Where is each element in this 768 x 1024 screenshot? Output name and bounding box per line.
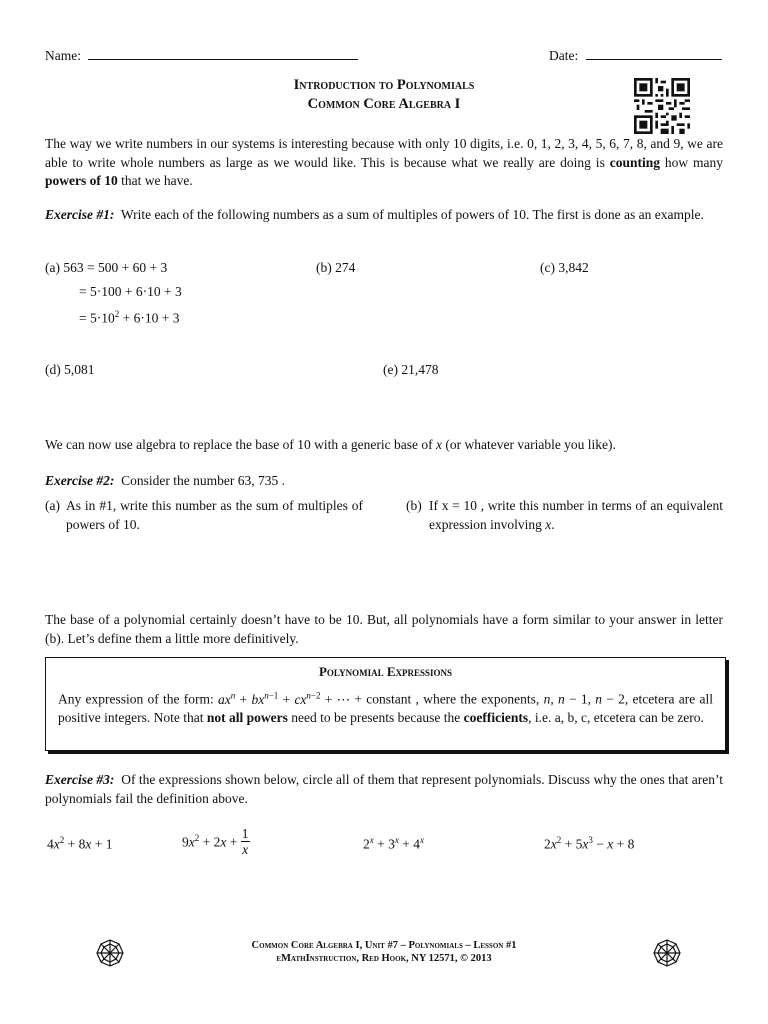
exercise2-b-text-1: If x = 10 , write this number in terms of an equivalent expression involving <box>429 498 723 532</box>
def-text-1: Any expression of the form: <box>58 691 219 707</box>
def-text-3: , etcetera are all positive integers. Note that <box>58 691 714 725</box>
definition-box <box>45 657 726 751</box>
transition-text-2: (or whatever variable you like). <box>442 437 616 452</box>
def-exponents: n, n − 1, n − 2 <box>543 691 625 707</box>
exercise2-a <box>45 497 363 534</box>
transition-var: x <box>436 437 442 452</box>
transition-paragraph <box>45 436 723 455</box>
definition-box-title: Polynomial Expressions <box>318 664 453 679</box>
exercise1-a-line2: = 5·100 + 6·10 + 3 <box>79 284 182 299</box>
exercise1-b: (b) 274 <box>316 260 356 275</box>
right-logo-icon <box>653 939 681 967</box>
def-formula: $ax^n + bx^{n-1} + cx^{n-2}$ + ⋯ <box>218 690 351 707</box>
footer-line1: Common Core Algebra I, Unit #7 – Polynomials – Lesson #1 <box>251 940 517 951</box>
expression-4[interactable]: $2x^2 + 5x^3 - x + 8$ <box>544 835 635 852</box>
a-line3-base: = 5·10 <box>79 310 115 326</box>
exercise3-label: Exercise #3: <box>45 772 115 787</box>
intro-bold-counting: counting <box>609 154 660 170</box>
def-text-5: , i.e. a, b, c, etcetera can be zero. <box>528 710 704 725</box>
def-text-2: + constant , where the exponents, <box>350 691 544 707</box>
intro-paragraph <box>45 135 723 191</box>
expression-3[interactable]: $2^x + 3^x + 4^x$ <box>363 835 424 852</box>
exercise1-label: Exercise #1: <box>45 207 115 222</box>
qr-code <box>634 78 690 134</box>
def-bold-coefficients: coefficients <box>463 710 529 725</box>
exercise2-a-label: (a) <box>45 498 60 513</box>
exercise2-b-text <box>429 497 723 534</box>
expression-2[interactable]: $9x^2 + 2x$ + $\frac{1}{x}$ <box>182 826 249 857</box>
exercise1-d: (d) 5,081 <box>45 362 95 377</box>
name-field[interactable] <box>45 47 358 64</box>
exercise1-text: Write each of the following numbers as a sum of multiples of powers of 10. The first is done as an example. <box>120 207 704 222</box>
transition-text-1: We can now use algebra to replace the base of 10 with a generic base of <box>45 437 436 452</box>
exercise2-b-var: x <box>545 516 552 532</box>
page-title: Introduction to Polynomials <box>293 77 475 93</box>
exercise3-prompt <box>45 771 723 808</box>
exercise2-b <box>406 497 723 534</box>
page-subtitle: Common Core Algebra I <box>307 96 461 112</box>
exercise1-prompt <box>45 206 723 225</box>
exercise1-e: (e) 21,478 <box>383 362 439 377</box>
definition-box-body <box>46 680 725 728</box>
name-label: Name: <box>45 48 81 63</box>
date-field[interactable] <box>549 47 722 64</box>
exercise3-text: Of the expressions shown below, circle all of them that represent polynomials. Discuss why the ones that aren’t polynomials fail the definition above. <box>45 772 724 806</box>
exercise1-a-line1: (a) 563 = 500 + 60 + 3 <box>45 260 168 275</box>
name-blank-line <box>88 47 358 60</box>
date-blank-line <box>586 47 722 60</box>
def-bold-not-all-powers: not all powers <box>206 710 288 725</box>
exercise2-prompt <box>45 472 723 491</box>
intro-text-2: how many <box>659 154 723 170</box>
a-line3-rest: + 6·10 + 3 <box>119 310 180 326</box>
exercise2-label: Exercise #2: <box>45 473 115 488</box>
intro-text-3: that we have. <box>117 173 193 188</box>
def-text-4: need to be presents because the <box>287 710 464 725</box>
exercise2-b-text-2: . <box>551 516 555 532</box>
expression-1[interactable]: $4x^2 + 8x + 1$ <box>47 835 113 852</box>
definition-intro: The base of a polynomial certainly doesn’t have to be 10. But, all polynomials have a form similar to your answer in letter (b). Let’s define them a little more definitively. <box>45 612 723 646</box>
date-label: Date: <box>549 48 579 63</box>
intro-text-1: The way we write numbers in our systems is interesting because with only 10 digits, i.e. 0, 1, 2, 3, 4, 5, 6, 7, 8, and 9, we are able to write whole numbers as large as we would like. This is because what we really are doing is <box>45 136 723 170</box>
exercise2-text: Consider the number 63, 735 . <box>121 473 285 488</box>
exercise2-a-text: As in #1, write this number as the sum of multiples of powers of 10. <box>66 498 363 532</box>
footer-line2: eMathInstruction, Red Hook, NY 12571, © 2013 <box>276 953 492 964</box>
intro-bold-powers: powers of 10 <box>45 173 118 188</box>
exercise1-a-line3 <box>79 309 179 327</box>
exercise1-c: (c) 3,842 <box>540 260 589 275</box>
exercise2-b-label: (b) <box>406 498 422 513</box>
a-line3-exponent: 2 <box>114 309 120 319</box>
